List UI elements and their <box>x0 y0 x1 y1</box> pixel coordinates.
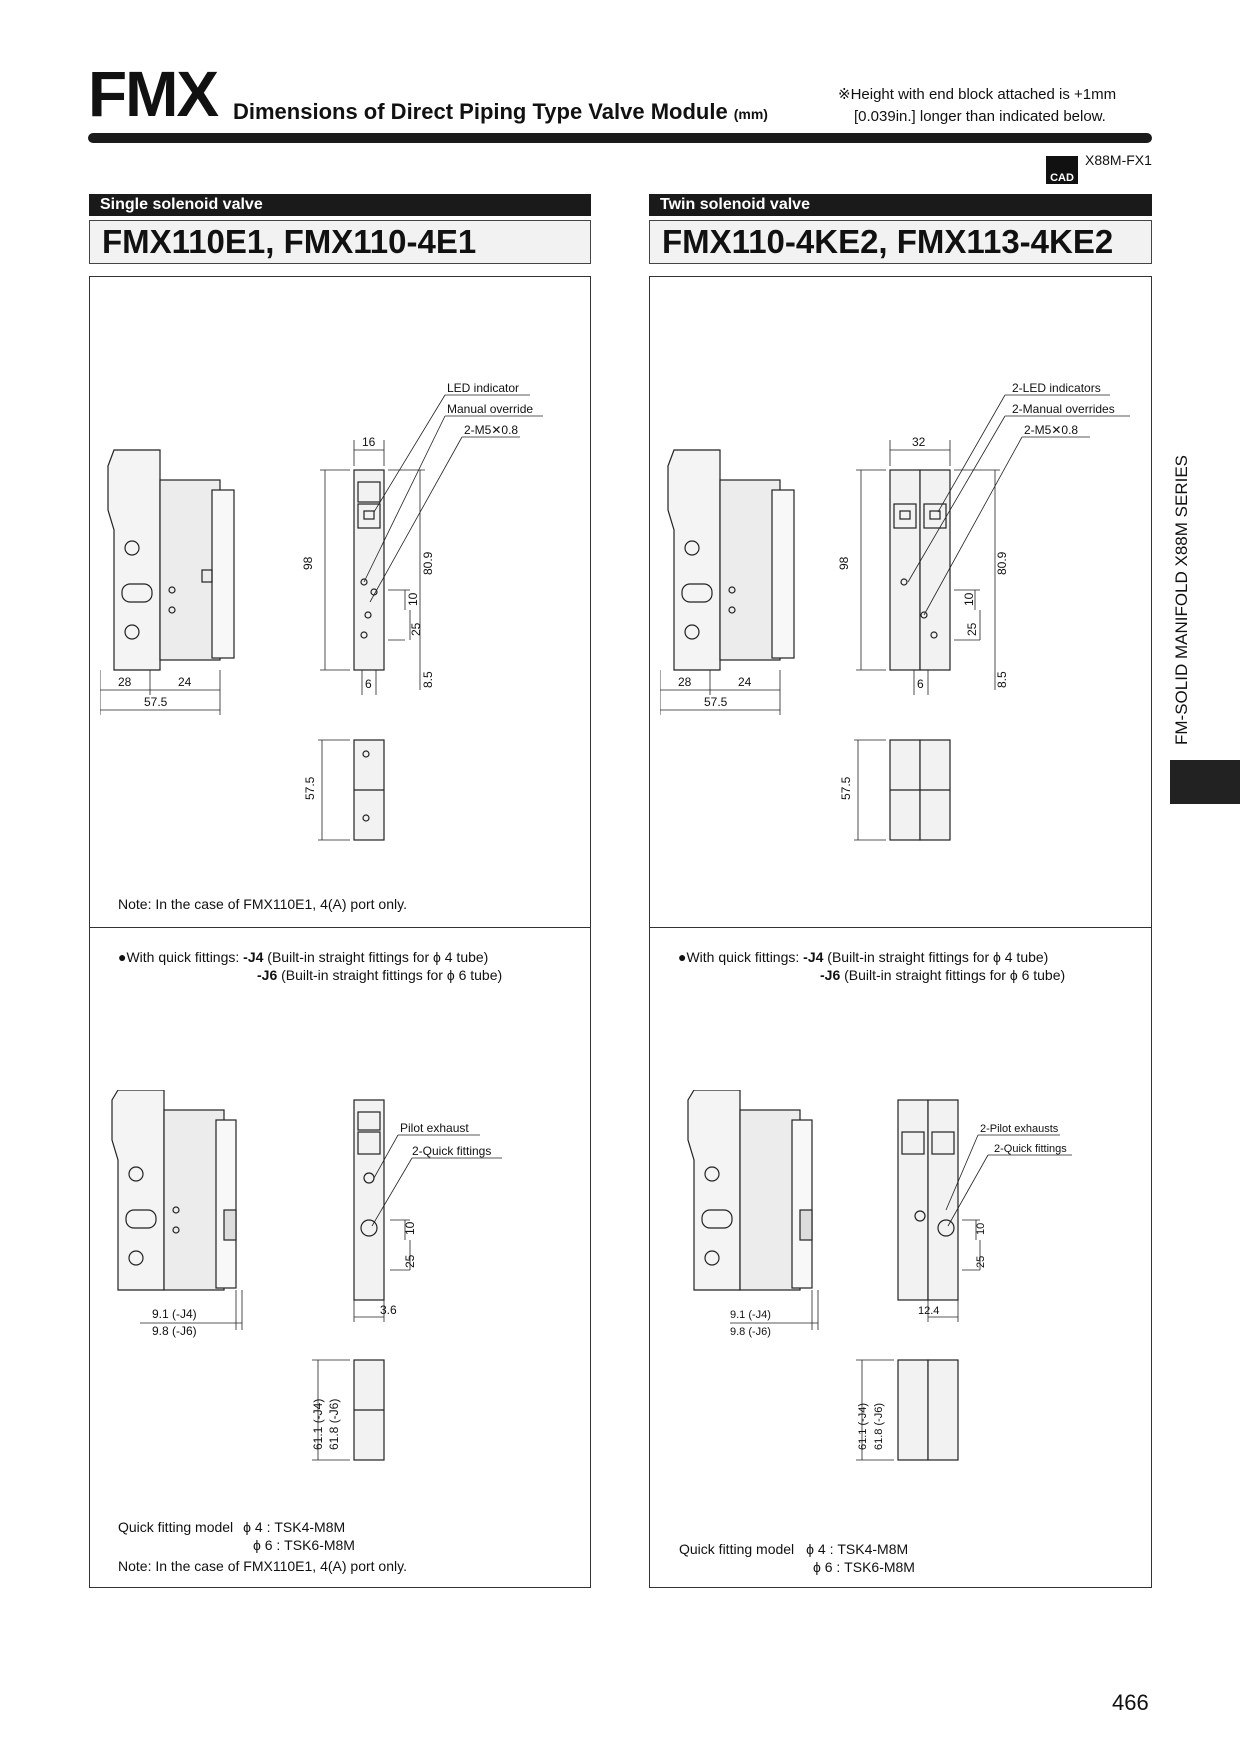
right-qf-model-4: ϕ 4 : TSK4-M8M <box>806 1541 909 1557</box>
twin-dim-28: 28 <box>678 675 692 689</box>
twin-solenoid-heading: Twin solenoid valve <box>649 194 1152 216</box>
twin-qf-drawing <box>660 1090 1140 1490</box>
height-note-line2: [0.039in.] longer than indicated below. <box>854 108 1106 125</box>
cad-icon-label: CAD <box>1050 172 1074 184</box>
left-note-2: Note: In the case of FMX110E1, 4(A) port only. <box>118 1558 407 1574</box>
twin-port-thread-label: 2-M5✕0.8 <box>1024 423 1079 437</box>
page-number: 466 <box>1112 1690 1149 1715</box>
right-panel-divider <box>649 927 1152 928</box>
left-qf-j4-text: (Built-in straight fittings for ϕ 4 tube) <box>263 949 489 965</box>
twin-qf-dim-25: 25 <box>975 1255 987 1268</box>
unit-label: (mm) <box>733 106 768 122</box>
left-note-1: Note: In the case of FMX110E1, 4(A) port only. <box>118 896 407 912</box>
dim-6: 6 <box>365 677 372 691</box>
right-qf-model <box>679 1540 915 1576</box>
dim-28: 28 <box>118 675 132 689</box>
right-qf-spec <box>678 948 1065 984</box>
twin-solenoid-drawing <box>660 370 1140 880</box>
dim-25: 25 <box>409 622 423 636</box>
qf-dim-25: 25 <box>403 1254 417 1268</box>
page-title-text: Dimensions of Direct Piping Type Valve Module <box>233 99 728 124</box>
twin-dim-10: 10 <box>962 592 976 606</box>
twin-qf-side-j6: 61.8 (-J6) <box>873 1402 885 1450</box>
dim-24: 24 <box>178 675 192 689</box>
left-qf-model-6: ϕ 6 : TSK6-M8M <box>253 1537 355 1553</box>
twin-led-indicator-label: 2-LED indicators <box>1012 381 1101 395</box>
single-qf-drawing <box>100 1090 570 1490</box>
height-note-line1: ※Height with end block attached is +1mm <box>838 86 1117 103</box>
right-qf-model-label: Quick fitting model <box>679 1541 795 1557</box>
left-panel-divider <box>89 927 591 928</box>
left-qf-intro: ●With quick fittings: <box>118 949 244 965</box>
twin-dim-height-98: 98 <box>837 556 851 570</box>
twin-manual-override-label: 2-Manual overrides <box>1012 402 1115 416</box>
twin-dim-width: 32 <box>912 435 926 449</box>
header-rule <box>88 133 1152 143</box>
twin-qf-dim-j6: 9.8 (-J6) <box>730 1326 771 1338</box>
right-qf-model-6: ϕ 6 : TSK6-M8M <box>813 1559 915 1575</box>
twin-qf-dim-j4: 9.1 (-J4) <box>730 1309 771 1321</box>
right-qf-intro: ●With quick fittings: <box>678 949 804 965</box>
twin-dim-6: 6 <box>917 677 924 691</box>
left-qf-spec <box>118 948 502 984</box>
cad-icon[interactable] <box>1046 156 1078 184</box>
twin-side-dim-57-5: 57.5 <box>839 776 853 800</box>
side-dim-57-5: 57.5 <box>303 776 317 800</box>
twin-qf-dim-12-4: 12.4 <box>918 1305 940 1317</box>
twin-dim-57-5: 57.5 <box>704 695 728 709</box>
height-note <box>838 84 1116 128</box>
single-solenoid-heading: Single solenoid valve <box>89 194 591 216</box>
pilot-exhaust-label: Pilot exhaust <box>400 1121 469 1135</box>
port-thread-label: 2-M5✕0.8 <box>464 423 519 437</box>
qf-dim-3-6: 3.6 <box>380 1303 397 1317</box>
right-qf-j4-code: -J4 <box>803 949 824 965</box>
qf-dim-j6: 9.8 (-J6) <box>152 1324 197 1338</box>
twin-dim-25: 25 <box>965 622 979 636</box>
page-title <box>233 99 768 125</box>
dim-width: 16 <box>362 435 376 449</box>
dim-10: 10 <box>406 592 420 606</box>
series-side-tab[interactable] <box>1170 760 1240 804</box>
left-qf-model-4: ϕ 4 : TSK4-M8M <box>243 1519 346 1535</box>
left-qf-j6-text: (Built-in straight fittings for ϕ 6 tube) <box>277 967 503 983</box>
dim-height-80-9: 80.9 <box>421 551 435 575</box>
qf-side-j4: 61.1 (-J4) <box>311 1398 325 1450</box>
qf-dim-10: 10 <box>403 1221 417 1235</box>
left-qf-j4-code: -J4 <box>243 949 264 965</box>
right-qf-j6-code: -J6 <box>820 967 841 983</box>
qf-dim-j4: 9.1 (-J4) <box>152 1307 197 1321</box>
twin-qf-side-j4: 61.1 (-J4) <box>857 1402 869 1450</box>
right-qf-j4-text: (Built-in straight fittings for ϕ 4 tube) <box>823 949 1049 965</box>
dim-8-5: 8.5 <box>421 671 435 688</box>
single-solenoid-drawing <box>100 370 570 880</box>
left-qf-model <box>118 1518 355 1554</box>
twin-qf-dim-10: 10 <box>975 1222 987 1235</box>
left-qf-model-label: Quick fitting model <box>118 1519 234 1535</box>
twin-dim-24: 24 <box>738 675 752 689</box>
led-indicator-label: LED indicator <box>447 381 520 395</box>
twin-pilot-exhaust-label: 2-Pilot exhausts <box>980 1123 1059 1135</box>
cad-code: X88M-FX1 <box>1085 152 1152 168</box>
twin-dim-8-5: 8.5 <box>995 671 1009 688</box>
twin-dim-height-80-9: 80.9 <box>995 551 1009 575</box>
left-qf-j6-code: -J6 <box>257 967 278 983</box>
manual-override-label: Manual override <box>447 402 534 416</box>
dim-57-5: 57.5 <box>144 695 168 709</box>
twin-solenoid-model: FMX110-4KE2, FMX113-4KE2 <box>649 220 1152 264</box>
dim-height-98: 98 <box>301 556 315 570</box>
quick-fittings-label: 2-Quick fittings <box>412 1144 492 1158</box>
qf-side-j6: 61.8 (-J6) <box>327 1398 341 1450</box>
series-side-label: FM-SOLID MANIFOLD X88M SERIES <box>1172 455 1191 745</box>
twin-quick-fittings-label: 2-Quick fittings <box>994 1143 1067 1155</box>
right-qf-j6-text: (Built-in straight fittings for ϕ 6 tube) <box>840 967 1066 983</box>
single-solenoid-model: FMX110E1, FMX110-4E1 <box>89 220 591 264</box>
brand-title: FMX <box>88 58 218 130</box>
